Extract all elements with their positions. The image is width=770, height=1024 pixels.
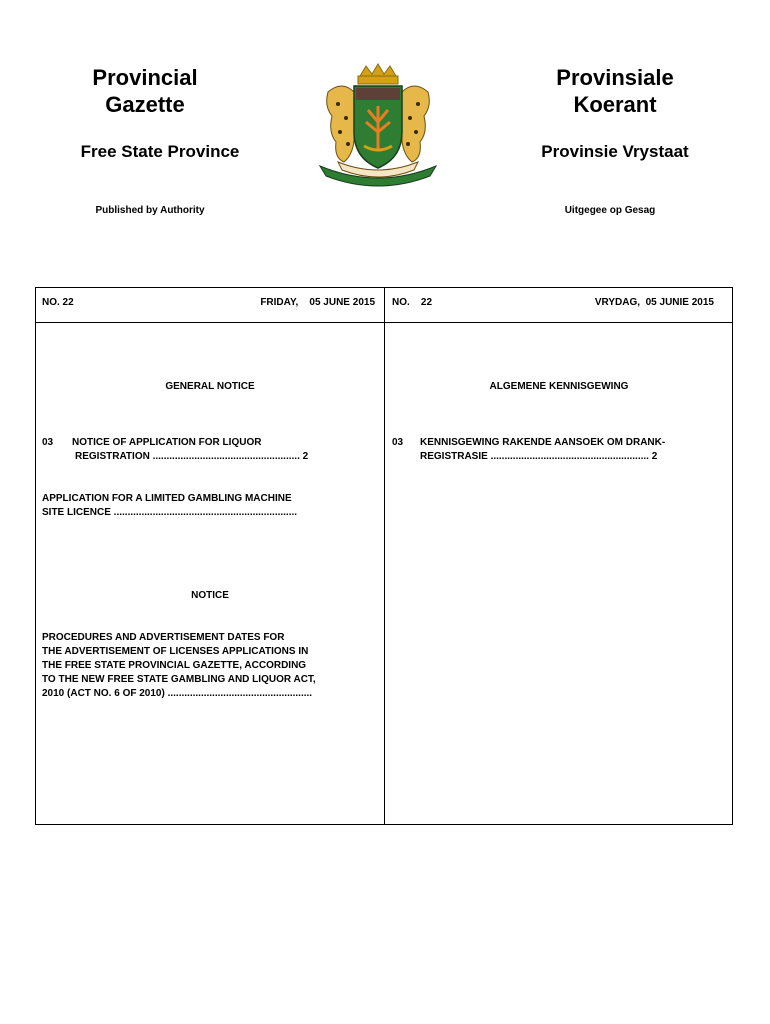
procedures-line-1: PROCEDURES AND ADVERTISEMENT DATES FOR [42, 632, 285, 643]
right-province: Provinsie Vrystaat [541, 142, 689, 161]
procedures-line-5[interactable]: 2010 (ACT NO. 6 OF 2010) .................................................... [42, 688, 313, 699]
application-line2[interactable]: SITE LICENCE .................................................................. [42, 507, 298, 518]
left-item-line1: NOTICE OF APPLICATION FOR LIQUOR [72, 437, 262, 448]
procedures-line-4: TO THE NEW FREE STATE GAMBLING AND LIQUOR ACT, [42, 674, 316, 685]
column-divider [384, 287, 385, 825]
right-issue-date: VRYDAG, 05 JUNIE 2015 [594, 297, 714, 308]
coat-of-arms-emblem [298, 62, 458, 190]
right-issue-number: NO. 22 [392, 297, 433, 308]
general-notice-heading: GENERAL NOTICE [165, 381, 255, 392]
left-item-number: 03 [42, 437, 54, 448]
left-issue-number: NO. 22 [42, 297, 74, 308]
left-item-line2[interactable]: REGISTRATION ..................................................... 2 [75, 451, 309, 462]
left-title-line2: Gazette [105, 92, 185, 117]
procedures-line-3: THE FREE STATE PROVINCIAL GAZETTE, ACCORDING [42, 660, 307, 671]
application-line1: APPLICATION FOR A LIMITED GAMBLING MACHINE [42, 493, 292, 504]
right-item-number: 03 [392, 437, 404, 448]
left-title [60, 64, 230, 118]
left-province: Free State Province [80, 142, 240, 161]
procedures-line-2: THE ADVERTISEMENT OF LICENSES APPLICATIONS IN [42, 646, 309, 657]
right-title-line2: Koerant [573, 92, 657, 117]
left-authority: Published by Authority [95, 205, 205, 216]
notice-heading: NOTICE [191, 590, 229, 601]
left-issue-date: FRIDAY, 05 JUNE 2015 [260, 297, 375, 308]
coat-of-arms-icon [298, 62, 458, 190]
algemene-kennisgewing-heading: ALGEMENE KENNISGEWING [489, 381, 629, 392]
right-item-line1: KENNISGEWING RAKENDE AANSOEK OM DRANK- [420, 437, 666, 448]
right-authority: Uitgegee op Gesag [564, 205, 656, 216]
right-title [530, 64, 700, 118]
right-title-line1: Provinsiale [556, 65, 674, 90]
right-item-line2[interactable]: REGISTRASIE ......................................................... 2 [420, 451, 658, 462]
left-title-line1: Provincial [92, 65, 198, 90]
